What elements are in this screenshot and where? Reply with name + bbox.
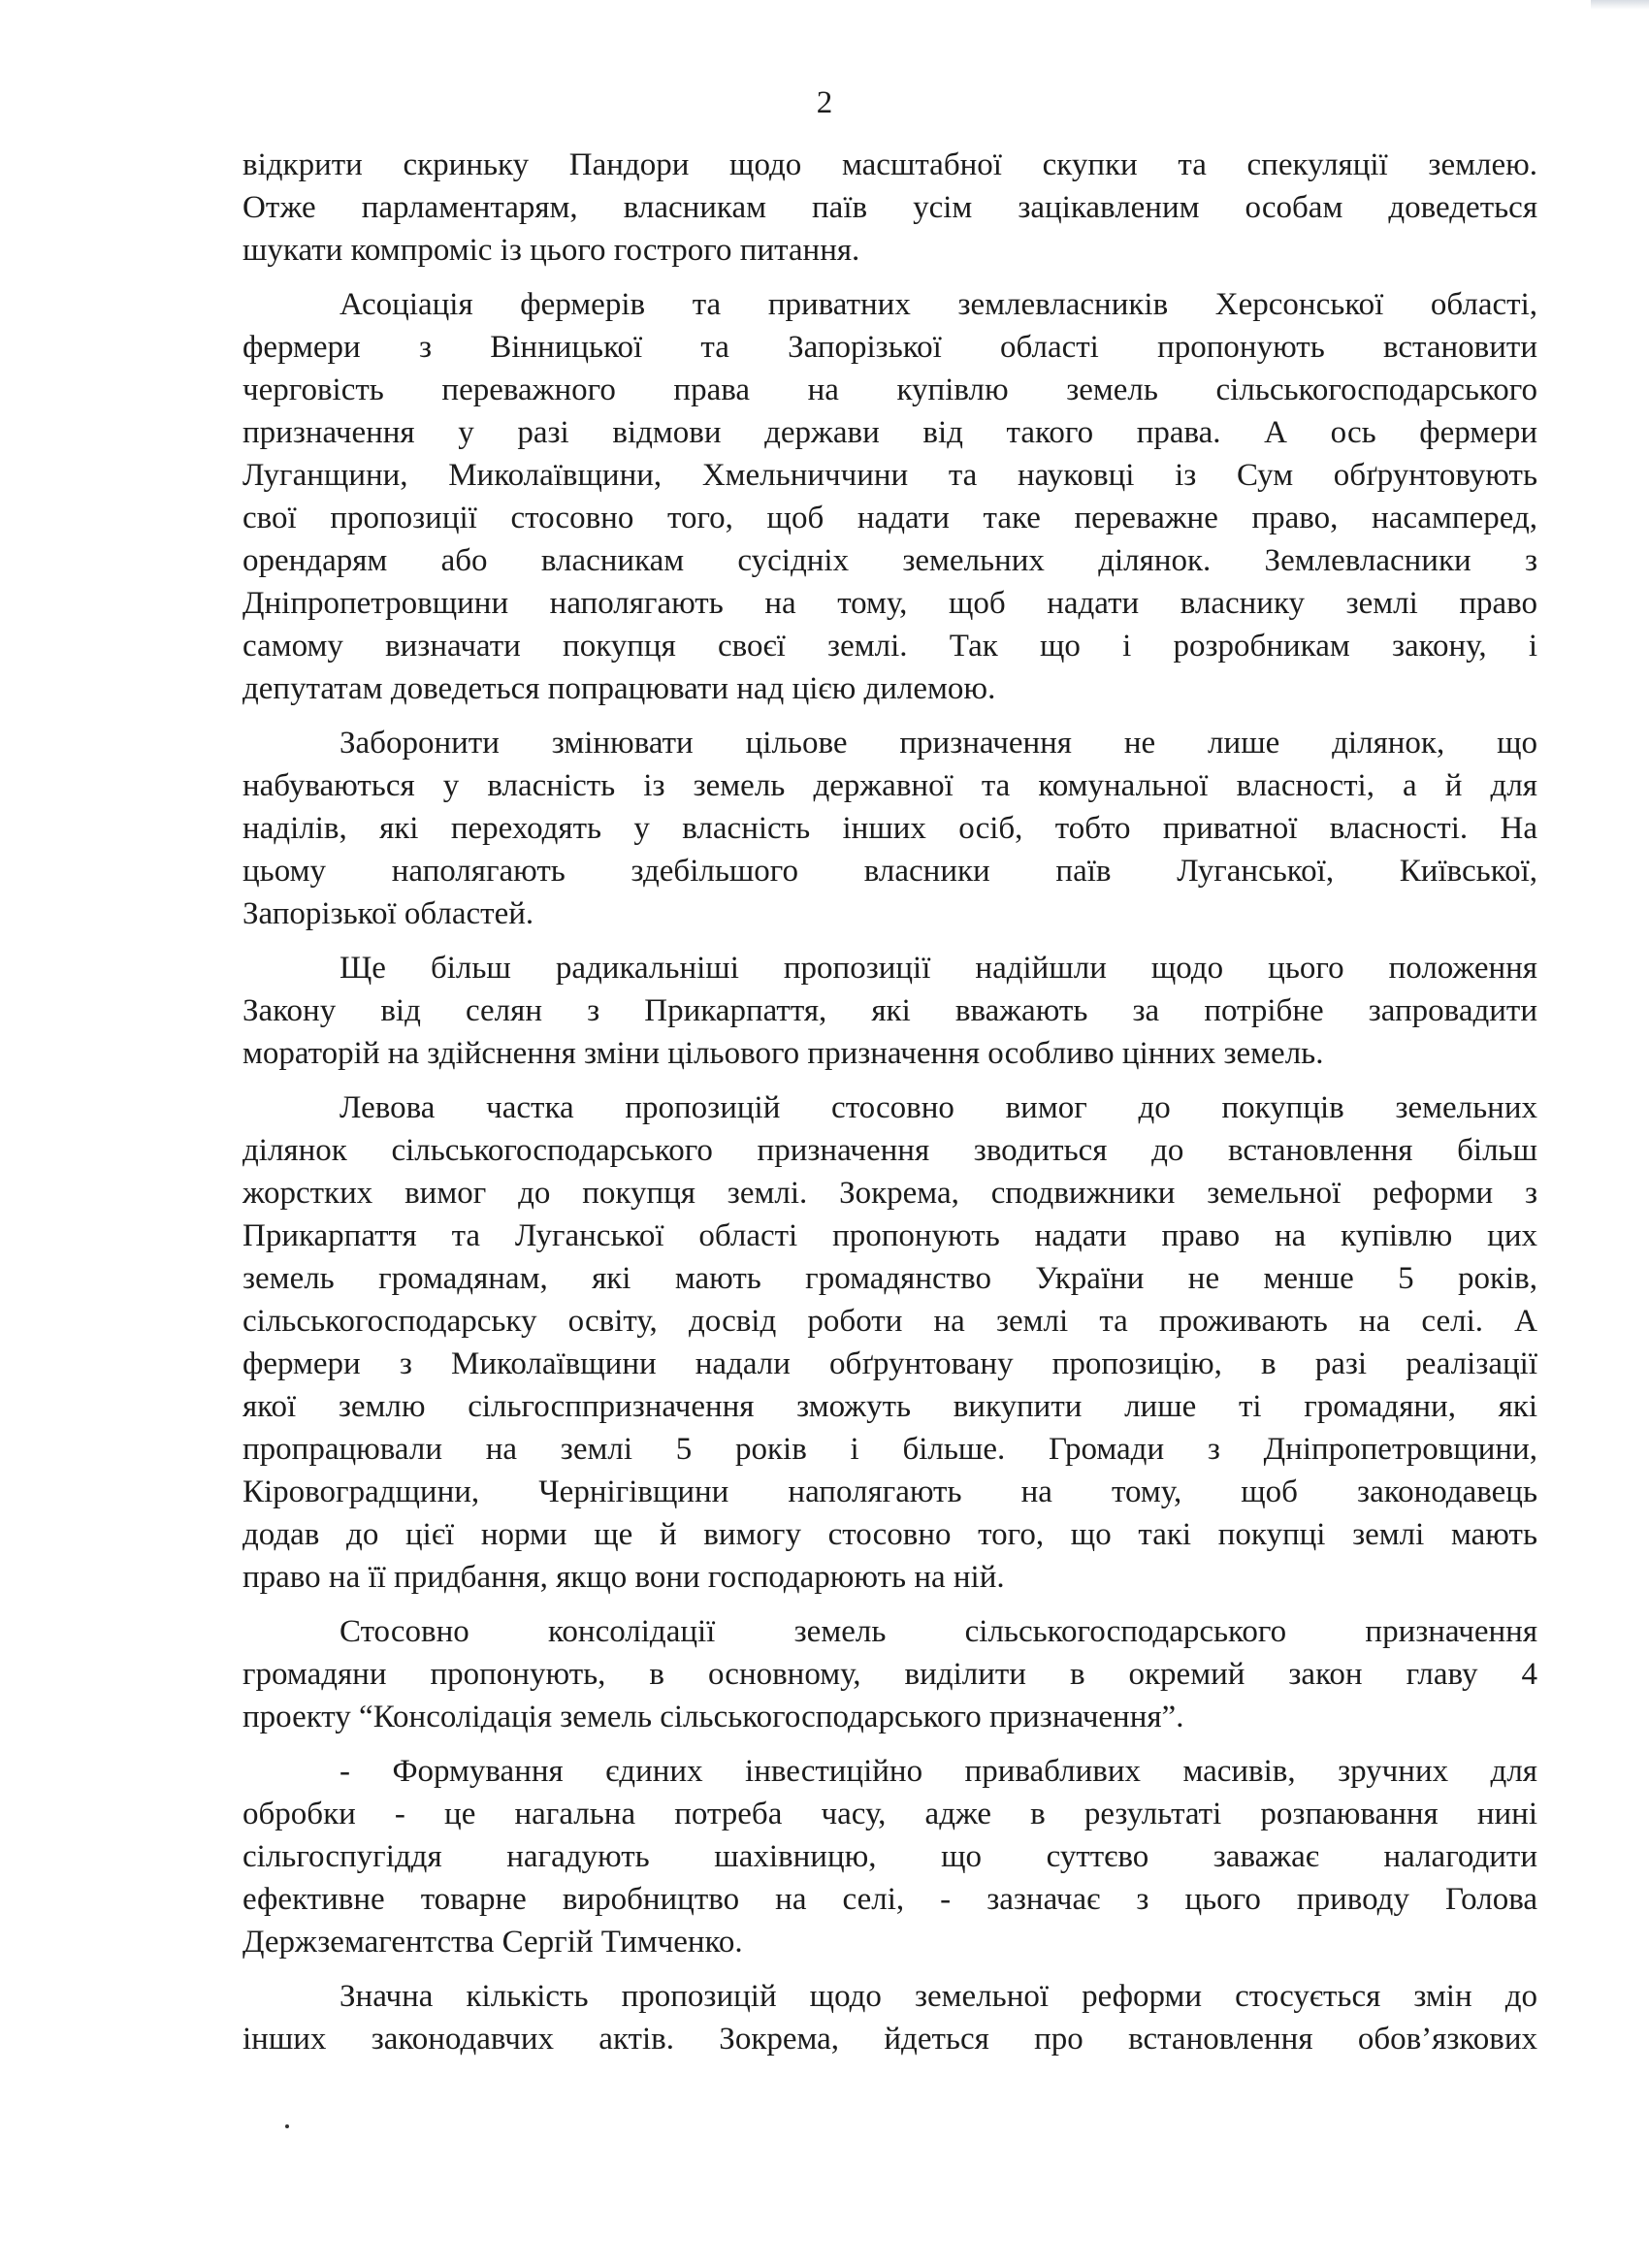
text-line: якої землю сільгосппризначення зможуть викупити лише ті громадяни, які	[242, 1389, 1537, 1424]
scan-speck	[285, 2124, 289, 2128]
text-line: Кіровоградщини, Чернігівщини наполягають на тому, щоб законодавець	[242, 1474, 1537, 1509]
text-line: Запорізької областей.	[242, 896, 534, 931]
text-line: додав до цієї норми ще й вимогу стосовно того, що такі покупці землі мають	[242, 1517, 1537, 1552]
page-number: 2	[816, 85, 833, 120]
text-line: інших законодавчих актів. Зокрема, йдеться про встановлення обов’язкових	[242, 2022, 1537, 2057]
paragraph	[242, 1975, 1537, 2060]
text-line: громадяни пропонують, в основному, виділити в окремий закон главу 4	[242, 1657, 1537, 1692]
text-line: Дніпропетровщини наполягають на тому, щоб надати власнику землі право	[242, 586, 1537, 621]
text-line: свої пропозиції стосовно того, щоб надати таке переважне право, насамперед,	[242, 501, 1537, 535]
text-line: ділянок сільськогосподарського призначення зводиться до встановлення більш	[242, 1133, 1537, 1168]
text-line: фермери з Вінницької та Запорізької області пропонують встановити	[242, 330, 1537, 365]
text-line: цьому наполягають здебільшого власники паїв Луганської, Київської,	[242, 854, 1537, 889]
text-line: Значна кількість пропозицій щодо земельної реформи стосується змін до	[340, 1979, 1537, 2014]
text-line: ефективне товарне виробництво на селі, - зазначає з цього приводу Голова	[242, 1882, 1537, 1917]
text-line: призначення у разі відмови держави від такого права. А ось фермери	[242, 415, 1537, 450]
paragraph	[242, 1750, 1537, 1963]
text-line: право на її придбання, якщо вони господарюють на ній.	[242, 1560, 1005, 1595]
text-line: Асоціація фермерів та приватних землевласників Херсонської області,	[340, 287, 1537, 322]
text-line: депутатам доведеться попрацювати над цією дилемою.	[242, 671, 996, 706]
text-line: Заборонити змінювати цільове призначення не лише ділянок, що	[340, 726, 1537, 761]
text-line: обробки - це нагальна потреба часу, адже в результаті розпаювання нині	[242, 1797, 1537, 1831]
text-line: Левова частка пропозицій стосовно вимог до покупців земельних	[340, 1090, 1537, 1125]
text-line: мораторій на здійснення зміни цільового призначення особливо цінних земель.	[242, 1036, 1324, 1071]
text-line: шукати компроміс із цього гострого питання.	[242, 233, 860, 268]
text-line: фермери з Миколаївщини надали обґрунтовану пропозицію, в разі реалізації	[242, 1346, 1537, 1381]
text-line: Держземагентства Сергій Тимченко.	[242, 1925, 743, 1960]
paragraph	[242, 283, 1537, 710]
text-line: Прикарпаття та Луганської області пропонують надати право на купівлю цих	[242, 1218, 1537, 1253]
paragraph	[242, 1086, 1537, 1599]
scan-edge	[1591, 0, 1649, 10]
paragraph	[242, 1610, 1537, 1738]
text-line: набуваються у власність із земель державної та комунальної власності, а й для	[242, 768, 1537, 803]
text-line: орендарям або власникам сусідніх земельних ділянок. Землевласники з	[242, 543, 1537, 578]
document-body	[242, 144, 1537, 2072]
text-line: наділів, які переходять у власність інших осіб, тобто приватної власності. На	[242, 811, 1537, 846]
paragraph	[242, 947, 1537, 1075]
text-line: Стосовно консолідації земель сільськогосподарського призначення	[340, 1614, 1537, 1649]
text-line: черговість переважного права на купівлю земель сільськогосподарського	[242, 373, 1537, 407]
text-line: Ще більш радикальніші пропозиції надійшли щодо цього положення	[340, 951, 1537, 986]
text-line: Отже парламентарям, власникам паїв усім зацікавленим особам доведеться	[242, 190, 1537, 225]
text-line: сільськогосподарську освіту, досвід роботи на землі та проживають на селі. А	[242, 1304, 1537, 1339]
text-line: сільгоспугіддя нагадують шахівницю, що суттєво заважає налагодити	[242, 1839, 1537, 1874]
text-line: Луганщини, Миколаївщини, Хмельниччини та науковці із Сум обґрунтовують	[242, 458, 1537, 493]
text-line: земель громадянам, які мають громадянство України не менше 5 років,	[242, 1261, 1537, 1296]
text-line: відкрити скриньку Пандори щодо масштабної скупки та спекуляції землею.	[242, 147, 1537, 182]
text-line: самому визначати покупця своєї землі. Так що і розробникам закону, і	[242, 629, 1537, 664]
text-line: Закону від селян з Прикарпаття, які вважають за потрібне запровадити	[242, 993, 1537, 1028]
text-line: проекту “Консолідація земель сільськогосподарського призначення”.	[242, 1700, 1184, 1734]
paragraph	[242, 144, 1537, 272]
paragraph	[242, 722, 1537, 935]
text-line: пропрацювали на землі 5 років і більше. Громади з Дніпропетровщини,	[242, 1432, 1537, 1467]
text-line: жорстких вимог до покупця землі. Зокрема, сподвижники земельної реформи з	[242, 1176, 1537, 1211]
text-line: - Формування єдиних інвестиційно привабливих масивів, зручних для	[340, 1754, 1537, 1789]
